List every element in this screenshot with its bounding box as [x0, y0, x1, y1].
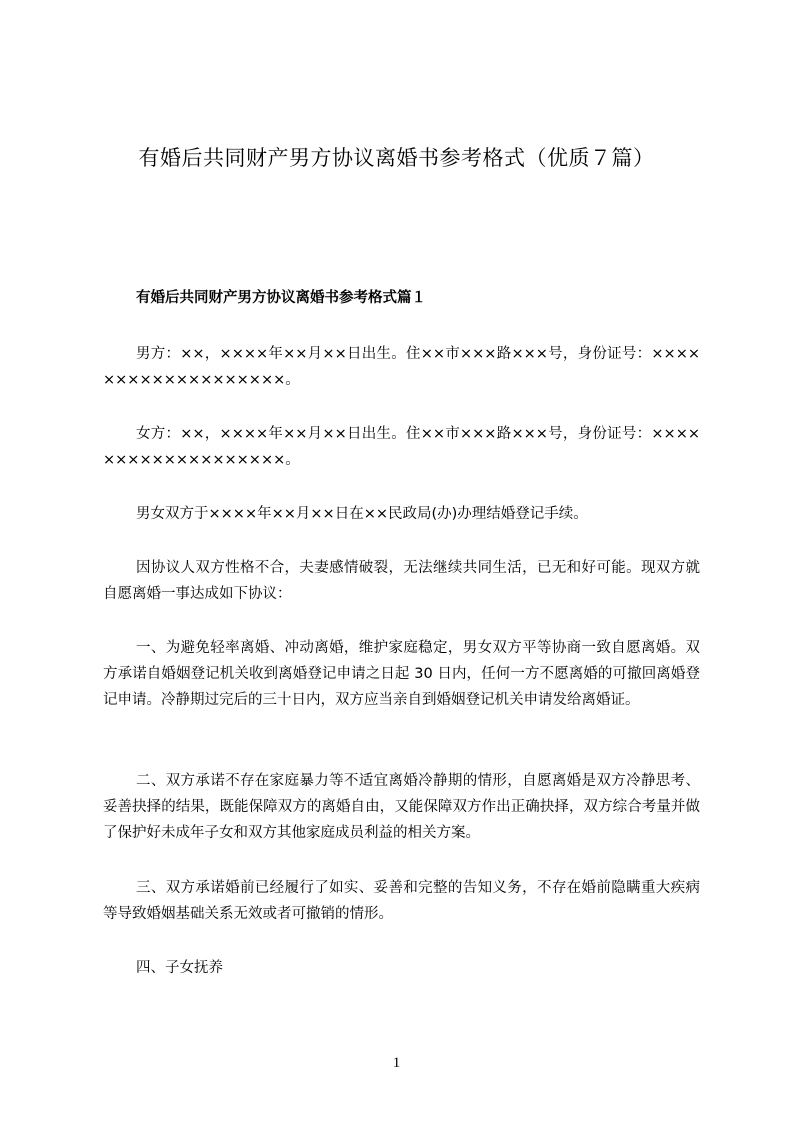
page-number: 1 [392, 1055, 401, 1071]
paragraph-divorce-reason: 因协议人双方性格不合，夫妻感情破裂，无法继续共同生活，已无和好可能。现双方就自愿离婚一事达成如下协议： [103, 560, 700, 602]
document-title: 有婚后共同财产男方协议离婚书参考格式（优质７篇） [138, 146, 655, 170]
paragraph-marriage-registration: 男女双方于××××年××月××日在××民政局(办)办理结婚登记手续。 [136, 506, 588, 522]
paragraph-clause-4-heading: 四、子女抚养 [136, 960, 223, 976]
section-heading: 有婚后共同财产男方协议离婚书参考格式篇１ [136, 290, 426, 306]
paragraph-husband-info: 男方：××，××××年××月××日出生。住××市×××路×××号，身份证号：×××××××××××××××××××。 [103, 346, 700, 388]
paragraph-wife-info: 女方：××，××××年××月××日出生。住××市×××路×××号，身份证号：×××××××××××××××××××。 [103, 426, 700, 468]
paragraph-clause-3: 三、双方承诺婚前已经履行了如实、妥善和完整的告知义务，不存在婚前隐瞒重大疾病等导致婚姻基础关系无效或者可撤销的情形。 [103, 880, 700, 922]
paragraph-clause-1: 一、为避免轻率离婚、冲动离婚，维护家庭稳定，男女双方平等协商一致自愿离婚。双方承诺自婚姻登记机关收到离婚登记申请之日起 30 日内，任何一方不愿离婚的可撤回离婚登记申请。冷静期过完后的三十日内，双方应当亲自到婚姻登记机关申请发给离婚证。 [103, 640, 700, 708]
paragraph-clause-2: 二、双方承诺不存在家庭暴力等不适宜离婚冷静期的情形，自愿离婚是双方冷静思考、妥善抉择的结果，既能保障双方的离婚自由，又能保障双方作出正确抉择，双方综合考量并做了保护好未成年子女和双方其他家庭成员利益的相关方案。 [103, 773, 700, 841]
